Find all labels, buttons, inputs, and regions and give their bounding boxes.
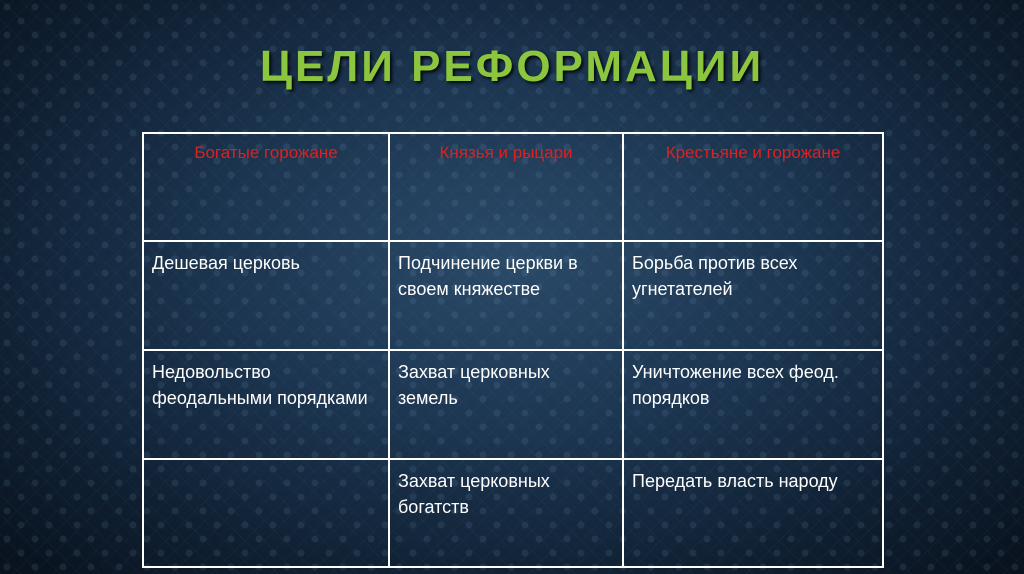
table-cell: Подчинение церкви в своем княжестве	[389, 241, 623, 350]
table-cell-empty	[143, 459, 389, 567]
table-row	[143, 350, 883, 459]
header-cell-princes-knights: Князья и рыцари	[389, 133, 623, 241]
table-row	[143, 459, 883, 567]
slide-title: ЦЕЛИ РЕФОРМАЦИИ	[259, 42, 765, 91]
header-cell-rich-townspeople: Богатые горожане	[143, 133, 389, 241]
table-cell: Уничтожение всех феод. порядков	[623, 350, 883, 459]
table-header-row	[143, 133, 883, 241]
table-cell: Передать власть народу	[623, 459, 883, 567]
reformation-goals-table	[142, 132, 884, 568]
table-cell: Дешевая церковь	[143, 241, 389, 350]
header-cell-peasants-townspeople: Крестьяне и горожане	[623, 133, 883, 241]
table-cell: Борьба против всех угнетателей	[623, 241, 883, 350]
table-row	[143, 241, 883, 350]
table-cell: Захват церковных земель	[389, 350, 623, 459]
table-cell: Недовольство феодальными порядками	[143, 350, 389, 459]
table-cell: Захват церковных богатств	[389, 459, 623, 567]
